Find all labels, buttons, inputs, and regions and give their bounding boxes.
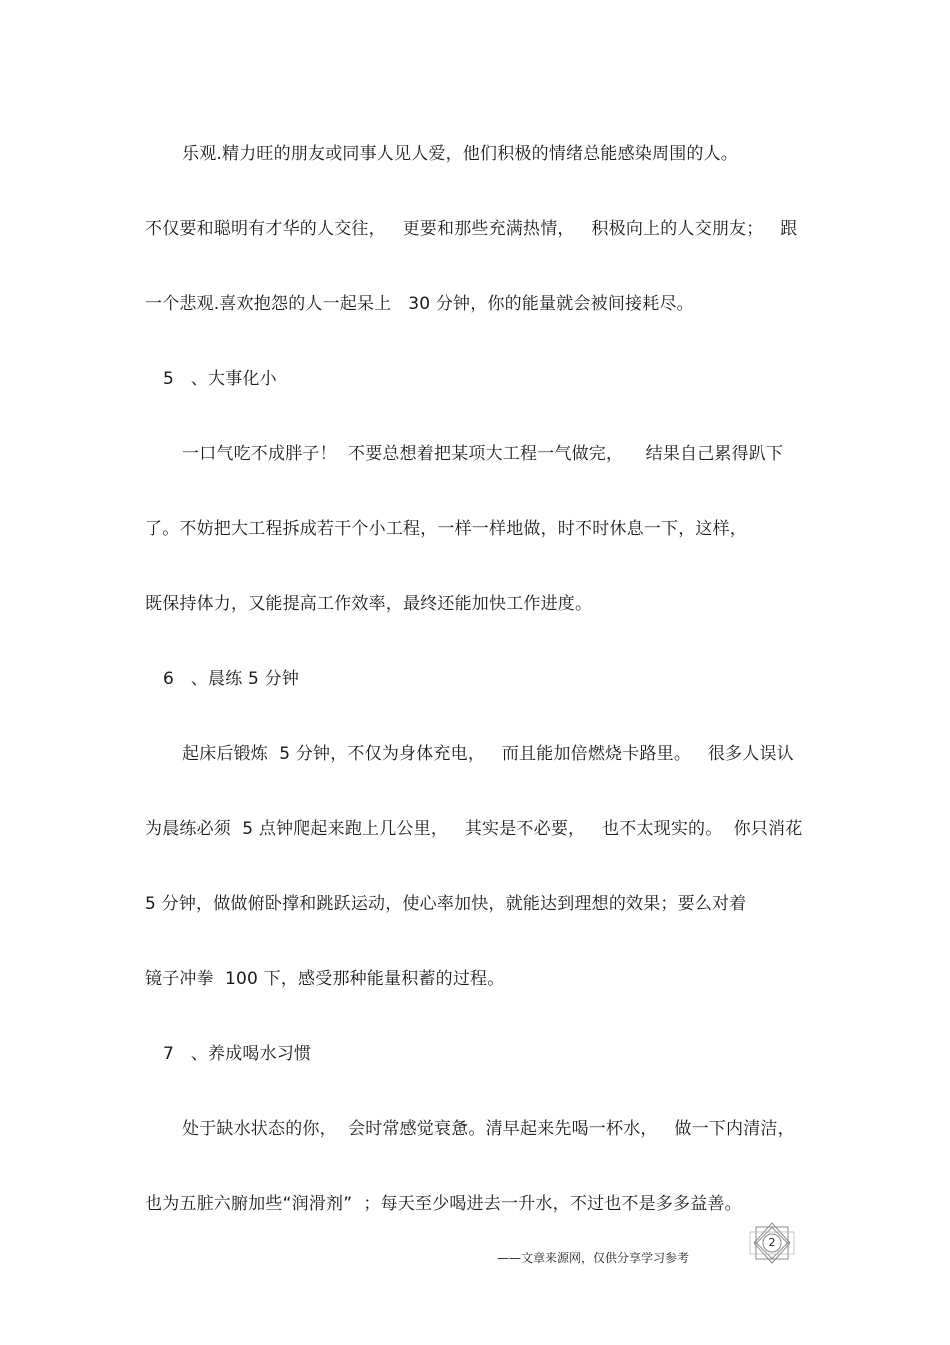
paragraph-line: 一个悲观.喜欢抱怨的人一起呆上 30 分钟，你的能量就会被间接耗尽。 <box>145 294 694 314</box>
section-heading: 5 、大事化小 <box>163 369 277 389</box>
paragraph-line: 既保持体力，又能提高工作效率，最终还能加快工作进度。 <box>145 594 593 614</box>
paragraph-line: 一口气吃不成胖子！ 不要总想着把某项大工程一气做完， 结果自己累得趴下 <box>182 444 784 464</box>
paragraph-line: 处于缺水状态的你， 会时常感觉衰惫。清早起来先喝一杯水， 做一下内清洁， <box>182 1119 795 1139</box>
paragraph-line: 5 分钟，做做俯卧撑和跳跃运动，使心率加快，就能达到理想的效果；要么对着 <box>145 894 747 914</box>
paragraph-line: 也为五脏六腑加些“润滑剂” ；每天至少喝进去一升水，不过也不是多多益善。 <box>145 1194 742 1214</box>
paragraph-line: 为晨练必须 5 点钟爬起来跑上几公里， 其实是不必要， 也不太现实的。 你只消花 <box>145 819 803 839</box>
page-number-badge <box>745 1222 799 1264</box>
section-heading: 6 、晨练 5 分钟 <box>163 669 300 689</box>
section-heading: 7 、养成喝水习惯 <box>163 1044 312 1064</box>
paragraph-line: 乐观.精力旺的朋友或同事人见人爱，他们积极的情绪总能感染周围的人。 <box>182 144 739 164</box>
paragraph-line: 不仅要和聪明有才华的人交往， 更要和那些充满热情， 积极向上的人交朋友； 跟 <box>145 219 798 239</box>
footer-note: ——文章来源网，仅供分享学习参考 <box>497 1251 690 1265</box>
paragraph-line: 了。不妨把大工程拆成若干个小工程，一样一样地做，时不时休息一下，这样， <box>145 519 747 539</box>
paragraph-line: 起床后锻炼 5 分钟，不仅为身体充电， 而且能加倍燃烧卡路里。 很多人误认 <box>182 744 794 764</box>
page-number: 2 <box>768 1236 776 1249</box>
paragraph-line: 镜子冲拳 100 下，感受那种能量积蓄的过程。 <box>145 969 505 989</box>
